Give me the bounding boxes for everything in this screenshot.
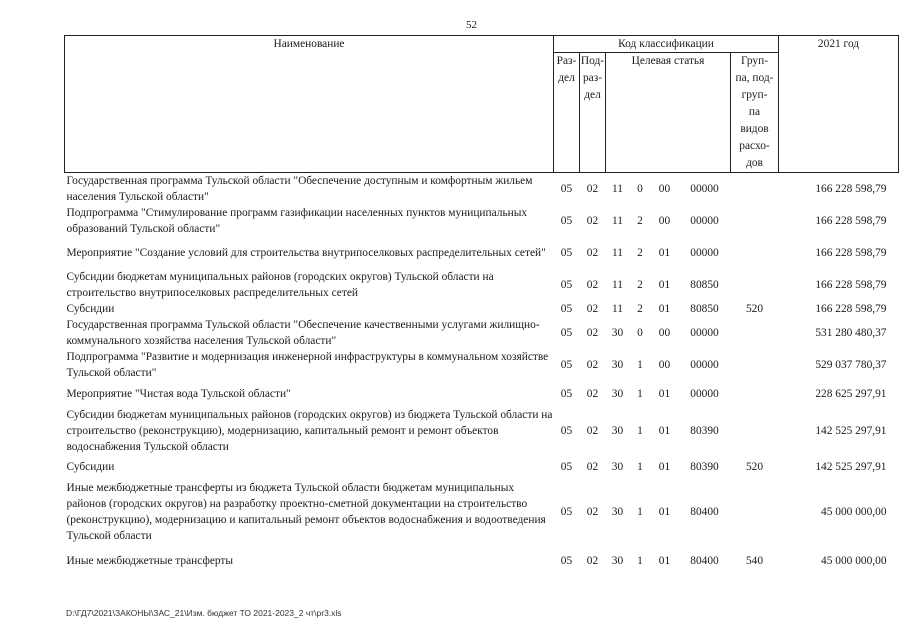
row-target-activity: 00: [658, 215, 671, 227]
row-name: Субсидии: [66, 461, 115, 473]
row-target-subprogram: 2: [637, 303, 643, 315]
table-row: [65, 205, 899, 237]
table-row: [65, 237, 899, 269]
row-target-program: 11: [612, 215, 623, 227]
row-name: Субсидии бюджетам муниципальных районов (городских округов) из бюджета Тульской области на строительство (реконструкцию), модернизацию, капитальный ремонт и ремонт объектов водоснабжения Тульской области: [66, 409, 553, 453]
row-expense-group: [731, 381, 779, 407]
row-section: 05: [560, 183, 573, 195]
row-subsection: 02: [586, 215, 599, 227]
row-subsection: 02: [586, 506, 599, 518]
row-name: Субсидии бюджетам муниципальных районов (городских округов) Тульской области на строительство внутрипоселковых распределительных сетей: [66, 271, 494, 299]
row-section: 05: [560, 506, 573, 518]
row-expense-group: [731, 269, 779, 301]
header-subsection: Под- раз- дел: [580, 53, 606, 173]
header-expense-group: Груп- па, под- груп- па видов расхо- дов: [731, 53, 779, 173]
row-target-direction: 80400: [690, 555, 719, 567]
row-section: 05: [560, 303, 573, 315]
row-target-subprogram: 1: [637, 506, 643, 518]
table-row: [65, 301, 899, 317]
table-row: [65, 381, 899, 407]
row-expense-group: 520: [745, 461, 764, 473]
row-target-program: 30: [611, 555, 624, 567]
row-section: 05: [560, 461, 573, 473]
file-path: D:\ГД7\2021\ЗАКОНЫ\ЗАС_21\Изм. бюджет ТО 2021-2023_2 чт\pr3.xls: [66, 608, 342, 618]
row-amount: 142 525 297,91: [815, 461, 887, 473]
table-row: [65, 269, 899, 301]
row-target-activity: 01: [658, 279, 671, 291]
row-target-direction: 80400: [690, 506, 719, 518]
row-target-subprogram: 1: [637, 388, 643, 400]
row-target-program: 30: [611, 327, 624, 339]
row-amount: 166 228 598,79: [815, 279, 887, 291]
row-section: 05: [560, 425, 573, 437]
row-target-direction: 80850: [690, 303, 719, 315]
row-name: Мероприятие "Чистая вода Тульской области": [66, 388, 291, 400]
row-subsection: 02: [586, 327, 599, 339]
row-target-program: 30: [611, 425, 624, 437]
row-target-direction: 00000: [690, 247, 719, 259]
row-target-direction: 00000: [690, 388, 719, 400]
row-expense-group: [731, 349, 779, 381]
row-expense-group: [731, 407, 779, 455]
row-name: Подпрограмма "Стимулирование программ газификации населенных пунктов муниципальных образований Тульской области": [66, 207, 528, 235]
header-target-article: Целевая статья: [606, 53, 731, 173]
row-subsection: 02: [586, 279, 599, 291]
table-row: [65, 479, 899, 545]
row-amount: 142 525 297,91: [815, 425, 887, 437]
row-target-subprogram: 1: [637, 461, 643, 473]
row-expense-group: [731, 205, 779, 237]
row-target-direction: 00000: [690, 215, 719, 227]
table-row: [65, 317, 899, 349]
row-expense-group: [731, 237, 779, 269]
row-subsection: 02: [586, 555, 599, 567]
row-target-direction: 80390: [690, 461, 719, 473]
budget-table: [64, 35, 899, 577]
row-target-direction: 00000: [690, 327, 719, 339]
page-number: 52: [466, 19, 477, 31]
table-row: [65, 455, 899, 479]
header-name: Наименование: [65, 36, 554, 173]
header-section: Раз- дел: [554, 53, 580, 173]
row-name: Субсидии: [66, 303, 115, 315]
row-amount: 166 228 598,79: [815, 183, 887, 195]
row-section: 05: [560, 388, 573, 400]
row-section: 05: [560, 215, 573, 227]
row-subsection: 02: [586, 183, 599, 195]
row-section: 05: [560, 279, 573, 291]
table-body: [65, 173, 899, 578]
row-target-program: 11: [612, 183, 623, 195]
row-expense-group: [731, 317, 779, 349]
row-expense-group: 520: [745, 303, 764, 315]
row-section: 05: [560, 327, 573, 339]
row-subsection: 02: [586, 425, 599, 437]
row-target-direction: 00000: [690, 359, 719, 371]
row-subsection: 02: [586, 359, 599, 371]
row-name: Государственная программа Тульской области "Обеспечение качественными услугами жилищно-коммунального хозяйства населения Тульской области": [66, 319, 540, 347]
row-target-program: 11: [612, 279, 623, 291]
row-name: Подпрограмма "Развитие и модернизация инженерной инфраструктуры в коммунальном хозяйстве Тульской области": [66, 351, 549, 379]
row-subsection: 02: [586, 247, 599, 259]
row-expense-group: 540: [745, 555, 764, 567]
row-expense-group: [731, 173, 779, 206]
row-section: 05: [560, 247, 573, 259]
row-target-subprogram: 2: [637, 279, 643, 291]
row-amount: 529 037 780,37: [815, 359, 887, 371]
row-section: 05: [560, 359, 573, 371]
table-row: [65, 173, 899, 206]
row-target-activity: 00: [658, 359, 671, 371]
table-row: [65, 545, 899, 577]
row-target-direction: 00000: [690, 183, 719, 195]
row-name: Иные межбюджетные трансферты из бюджета Тульской области бюджетам муниципальных районов (городских округов) на разработку проектно-сметной документации на строительство (реконструкцию), модернизацию и капитальный ремонт объектов водоснабжения и водоотведения Тульской области: [66, 482, 546, 542]
row-target-subprogram: 1: [637, 555, 643, 567]
row-subsection: 02: [586, 303, 599, 315]
row-amount: 166 228 598,79: [815, 303, 887, 315]
row-target-activity: 01: [658, 388, 671, 400]
row-target-activity: 00: [658, 183, 671, 195]
table-row: [65, 407, 899, 455]
header-classification: Код классификации: [554, 36, 779, 53]
row-target-subprogram: 0: [637, 327, 643, 339]
row-expense-group: [731, 479, 779, 545]
row-target-activity: 00: [658, 327, 671, 339]
row-target-direction: 80850: [690, 279, 719, 291]
row-target-activity: 01: [658, 303, 671, 315]
row-amount: 166 228 598,79: [815, 247, 887, 259]
row-amount: 531 280 480,37: [815, 327, 887, 339]
row-subsection: 02: [586, 461, 599, 473]
row-target-subprogram: 0: [637, 183, 643, 195]
row-amount: 166 228 598,79: [815, 215, 887, 227]
header-year: 2021 год: [779, 36, 899, 173]
row-target-subprogram: 2: [637, 247, 643, 259]
row-target-program: 30: [611, 506, 624, 518]
row-target-program: 11: [612, 247, 623, 259]
row-target-subprogram: 2: [637, 215, 643, 227]
row-target-direction: 80390: [690, 425, 719, 437]
row-target-activity: 01: [658, 506, 671, 518]
row-target-activity: 01: [658, 425, 671, 437]
row-target-program: 11: [612, 303, 623, 315]
row-amount: 45 000 000,00: [821, 506, 887, 518]
row-target-activity: 01: [658, 461, 671, 473]
row-subsection: 02: [586, 388, 599, 400]
row-name: Иные межбюджетные трансферты: [66, 555, 234, 567]
row-target-program: 30: [611, 359, 624, 371]
row-target-program: 30: [611, 461, 624, 473]
table-row: [65, 349, 899, 381]
row-target-subprogram: 1: [637, 425, 643, 437]
row-target-subprogram: 1: [637, 359, 643, 371]
row-amount: 45 000 000,00: [821, 555, 887, 567]
row-amount: 228 625 297,91: [815, 388, 887, 400]
row-name: Государственная программа Тульской области "Обеспечение доступным и комфортным жильем населения Тульской области": [66, 175, 533, 203]
row-target-activity: 01: [658, 247, 671, 259]
row-section: 05: [560, 555, 573, 567]
row-target-program: 30: [611, 388, 624, 400]
row-name: Мероприятие "Создание условий для строительства внутрипоселковых распределительных сетей": [66, 247, 546, 259]
row-target-activity: 01: [658, 555, 671, 567]
